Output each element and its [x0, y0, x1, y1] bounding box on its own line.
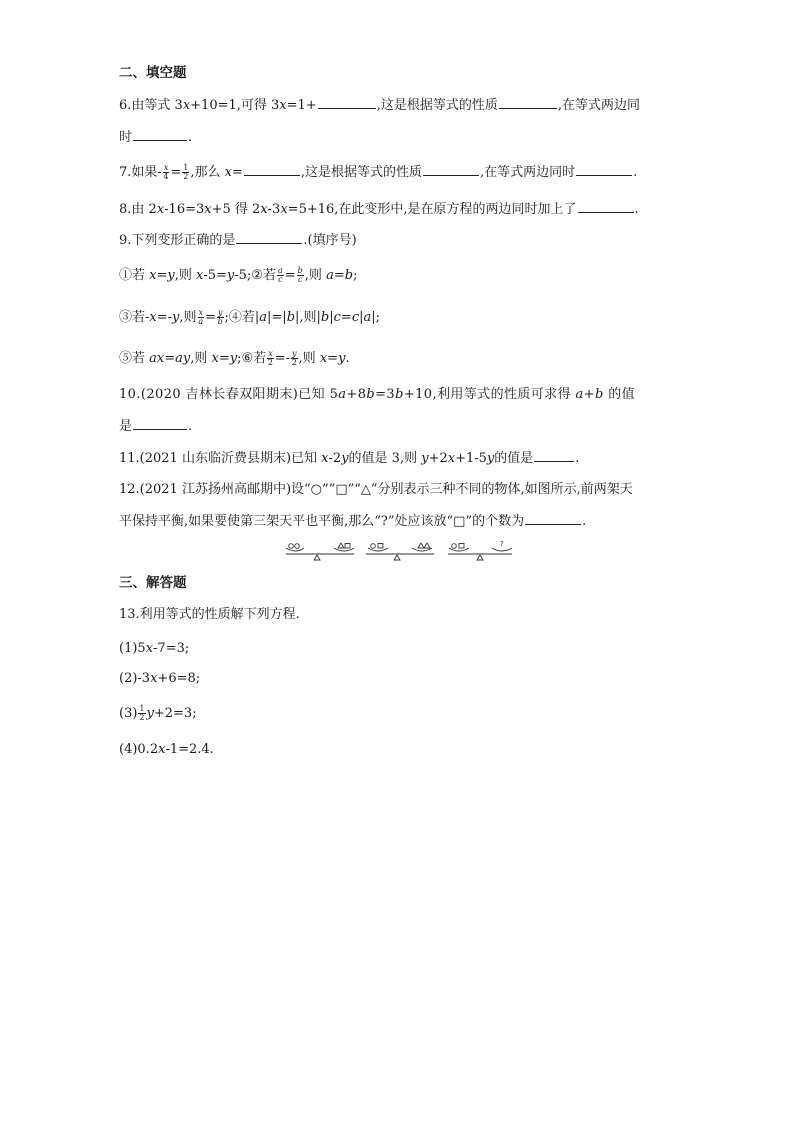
q7-text: ,那么 — [190, 165, 225, 180]
q9-option-text: ③若- — [119, 310, 150, 325]
numerator: 1 — [183, 163, 189, 172]
denominator: 2 — [267, 358, 273, 367]
q9-option-text: = — [205, 310, 216, 325]
var-x: x — [145, 641, 154, 656]
q9-option-text: = — [333, 268, 345, 283]
q9-option-text: ,则 — [190, 351, 212, 366]
var-b: b — [366, 387, 376, 402]
q6-text: +10=1,可得 3 — [190, 98, 280, 113]
var-y: y — [338, 351, 346, 366]
question-9-options-5-6 — [119, 350, 350, 368]
q12-text: 平保持平衡,如果要使第三架天平也平衡,那么“?”处应该放“□”的个数为 — [119, 514, 525, 529]
var-y: y — [421, 451, 429, 466]
var-x: x — [150, 671, 158, 686]
q6-text: . — [188, 130, 193, 145]
question-13-stem — [119, 606, 300, 624]
q9-option-text: -5= — [203, 268, 227, 283]
q10-text: 是 — [119, 419, 133, 434]
var-x: x — [204, 202, 212, 217]
q11-text: -2 — [328, 451, 342, 466]
q10-text: +10,利用等式的性质可求得 — [403, 387, 576, 402]
question-10-line-1 — [119, 386, 635, 404]
answer-blank[interactable] — [133, 417, 187, 430]
denominator: 2 — [291, 358, 297, 367]
q7-text: ,在等式两边同时 — [479, 165, 576, 180]
answer-blank[interactable] — [133, 128, 187, 141]
q9-option-text: |,则| — [295, 310, 321, 325]
q9-option-text: -5;②若 — [234, 268, 276, 283]
q9-option-text: =- — [156, 310, 173, 325]
q9-option-text: ,则 — [179, 310, 197, 325]
fraction-y-over-2 — [291, 350, 298, 367]
q7-text: 7.如果- — [119, 165, 162, 180]
balance-scales-figure — [284, 540, 514, 564]
q9-option-text: |; — [371, 310, 381, 325]
q9-option-text: ,则 — [174, 268, 197, 283]
question-11 — [119, 449, 579, 468]
balance-scale-2 — [366, 543, 434, 560]
q6-text: ,在等式两边同 — [557, 98, 640, 113]
q10-text: =3 — [375, 387, 396, 402]
q9-option-text: = — [340, 310, 352, 325]
answer-blank[interactable] — [578, 200, 634, 213]
q11-text: . — [575, 451, 580, 466]
balance-scale-1 — [286, 543, 354, 560]
q13-text: +2=3; — [153, 706, 197, 721]
question-12-line-2 — [119, 512, 586, 531]
var-c: c — [297, 275, 303, 284]
var-a: a — [175, 351, 183, 366]
var-x: x — [280, 202, 288, 217]
var-a: a — [338, 387, 347, 402]
var-b: b — [297, 266, 303, 275]
var-y: y — [146, 706, 154, 721]
var-x: x — [149, 310, 157, 325]
var-x: x — [156, 202, 165, 217]
fraction-y-over-b — [217, 309, 224, 326]
var-a: a — [259, 310, 268, 325]
q13-text: (1)5 — [119, 641, 146, 656]
q9-option-text: ①若 — [119, 268, 150, 283]
var-x: x — [447, 451, 456, 466]
q10-text: +8 — [346, 387, 367, 402]
q9-option-text: |=| — [267, 310, 287, 325]
q6-text: 6.由等式 3 — [119, 98, 183, 113]
fraction-x-over-4 — [163, 164, 170, 181]
var-x: x — [158, 742, 166, 757]
q11-text: +2 — [428, 451, 448, 466]
q9-option-text: = — [327, 351, 339, 366]
var-x: x — [260, 202, 268, 217]
q13-text: -1=2.4. — [165, 742, 214, 757]
var-y: y — [167, 268, 175, 283]
q10-text: 的值 — [603, 387, 636, 402]
q9-option-text: ,则 — [298, 351, 320, 366]
q13-text: -7=3; — [153, 641, 190, 656]
var-b: b — [395, 387, 404, 402]
q8-text: +5 得 2 — [211, 202, 261, 217]
q9-option-text: = — [284, 268, 296, 283]
var-a: a — [575, 387, 584, 402]
var-a: a — [326, 268, 334, 283]
fraction-x-over-a — [198, 309, 205, 326]
question-10-line-2 — [119, 417, 192, 436]
q11-text: +1-5 — [455, 451, 487, 466]
answer-blank[interactable] — [525, 512, 581, 525]
denominator: 4 — [163, 172, 169, 181]
q13-text: +6=8; — [157, 671, 201, 686]
q9-option-text: = — [164, 351, 176, 366]
q7-text: = — [231, 165, 243, 180]
fraction-1-over-2 — [182, 164, 189, 181]
q8-text: 8.由 2 — [119, 202, 157, 217]
var-c: c — [333, 310, 341, 325]
var-y: y — [292, 349, 297, 358]
question-7 — [119, 163, 637, 182]
numerator: 1 — [139, 704, 145, 713]
q7-text: . — [633, 165, 638, 180]
var-y: y — [341, 451, 349, 466]
var-x: x — [198, 308, 204, 317]
fraction-b-over-c — [297, 267, 304, 284]
fraction-a-over-c — [277, 267, 284, 284]
q8-text: -16=3 — [164, 202, 205, 217]
q9-text: 9.下列变形正确的是 — [119, 233, 236, 248]
answer-blank[interactable] — [318, 96, 376, 109]
q7-text: ,这是根据等式的性质 — [300, 165, 422, 180]
q9-option-text: | — [329, 310, 334, 325]
var-c: c — [278, 275, 283, 284]
var-x: x — [279, 98, 287, 113]
var-y: y — [172, 310, 180, 325]
question-13-part-4 — [119, 741, 214, 759]
question-9 — [119, 231, 357, 250]
section-title: 二、填空题 — [119, 65, 187, 81]
balance-question-mark: ? — [500, 540, 504, 548]
question-6-line-1 — [119, 96, 640, 115]
var-y: y — [229, 351, 238, 366]
var-a: a — [277, 266, 283, 275]
q12-text: 12.(2021 江苏扬州高邮期中)设“○”“□”“△”分别表示三种不同的物体,如图所示,前两架天 — [119, 482, 633, 497]
q8-text: . — [634, 202, 639, 217]
question-12-line-1 — [119, 481, 633, 499]
var-x: x — [268, 349, 273, 358]
var-a: a — [363, 310, 372, 325]
var-y: y — [226, 268, 235, 283]
q9-option-text: = — [156, 268, 168, 283]
q9-option-text: | — [359, 310, 364, 325]
q6-text: 时 — [119, 130, 133, 145]
answer-blank[interactable] — [236, 231, 302, 244]
var-c: c — [351, 310, 360, 325]
q9-option-text: ,则 — [304, 268, 327, 283]
denominator: 2 — [139, 713, 145, 722]
var-a: a — [149, 351, 157, 366]
answer-blank[interactable] — [244, 163, 300, 176]
q9-option-text: ;⑥若 — [237, 351, 267, 366]
var-x: x — [224, 165, 232, 180]
q10-text: . — [188, 419, 193, 434]
q13-text: (3) — [119, 706, 138, 721]
q9-option-text: ;④若| — [224, 310, 260, 325]
answer-blank[interactable] — [576, 163, 632, 176]
var-b: b — [344, 268, 354, 283]
question-9-options-3-4 — [119, 309, 380, 327]
answer-blank[interactable] — [499, 96, 557, 109]
q9-option-text: ⑤若 — [119, 351, 150, 366]
var-a: a — [198, 317, 204, 326]
q8-text: -3 — [267, 202, 281, 217]
q11-text: 的值是 — [494, 451, 534, 466]
section-heading-fill-in — [119, 64, 187, 82]
q12-text: . — [582, 514, 587, 529]
var-x: x — [319, 351, 328, 366]
var-y: y — [182, 351, 191, 366]
var-x: x — [163, 163, 169, 172]
q13-text: (4)0.2 — [119, 742, 159, 757]
q10-text: + — [583, 387, 595, 402]
q6-text: =1+ — [286, 98, 317, 113]
var-x: x — [156, 351, 165, 366]
q7-text: = — [170, 165, 182, 180]
question-13-part-3 — [119, 705, 197, 723]
question-13-part-1 — [119, 640, 189, 658]
var-x: x — [149, 268, 157, 283]
var-b: b — [217, 317, 223, 326]
fraction-1-over-2 — [138, 705, 145, 722]
q9-option-text: =- — [274, 351, 291, 366]
q6-text: ,这是根据等式的性质 — [376, 98, 498, 113]
answer-blank[interactable] — [534, 449, 574, 462]
q13-text: 13.利用等式的性质解下列方程. — [119, 607, 300, 622]
q11-text: 11.(2021 山东临沂费县期末)已知 — [119, 451, 322, 466]
section-heading-solve — [119, 574, 187, 592]
var-b: b — [594, 387, 604, 402]
var-y: y — [486, 451, 495, 466]
question-6-line-2 — [119, 128, 192, 147]
denominator: 2 — [183, 172, 189, 181]
fraction-x-over-2 — [267, 350, 274, 367]
var-b: b — [286, 310, 296, 325]
var-y: y — [217, 308, 223, 317]
question-13-part-2 — [119, 670, 200, 688]
question-9-options-1-2 — [119, 267, 357, 285]
q11-text: 的值是 3,则 — [348, 451, 422, 466]
question-8 — [119, 200, 639, 219]
q9-option-text: = — [218, 351, 230, 366]
q9-option-text: . — [345, 351, 350, 366]
q13-text: (2)-3 — [119, 671, 151, 686]
answer-blank[interactable] — [423, 163, 479, 176]
q9-text: .(填序号) — [303, 233, 357, 248]
q9-option-text: ; — [353, 268, 358, 283]
q8-text: =5+16,在此变形中,是在原方程的两边同时加上了 — [287, 202, 577, 217]
q10-text: 10.(2020 吉林长春双阳期末)已知 5 — [119, 387, 339, 402]
var-b: b — [320, 310, 330, 325]
var-x: x — [196, 268, 204, 283]
var-x: x — [211, 351, 219, 366]
section-title: 三、解答题 — [119, 575, 187, 591]
var-x: x — [182, 98, 191, 113]
var-x: x — [321, 451, 329, 466]
